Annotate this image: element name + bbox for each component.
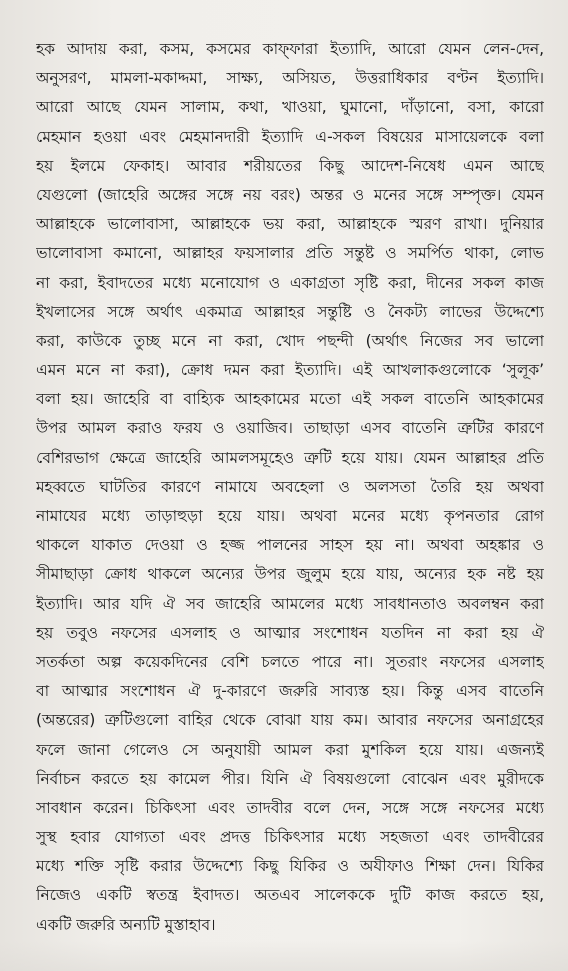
text-line-28: সুস্থ হবার যোগ্যতা এবং প্রদত্ত চিকিৎসার মধ্যে সহজতা এবং তাদবীরের bbox=[36, 828, 544, 847]
text-line-29: মধ্যে শক্তি সৃষ্টি করার উদ্দেশ্যে কিছু যিকির ও অযীফাও শিক্ষা দেন। যিকির bbox=[36, 857, 544, 876]
text-line-15: বেশিরভাগ ক্ষেত্রে জাহেরি আমলসমূহেও ত্রুটি হয়ে যায়। যেমন আল্লাহর প্রতি bbox=[36, 448, 544, 467]
text-line-14: উপর আমল করাও ফরয ও ওয়াজিব। তাছাড়া এসব বাতেনি ত্রুটির কারণে bbox=[36, 419, 544, 438]
page-bottom-shade bbox=[0, 941, 568, 971]
text-line-11: করা, কাউকে তুচ্ছ মনে না করা, খোদ পছন্দী (অর্থাৎ নিজের সব ভালো bbox=[36, 331, 544, 350]
text-line-25: ফলে জানা গেলেও সে অনুযায়ী আমল করা মুশকিল হয়ে যায়। এজন্যই bbox=[36, 740, 544, 759]
text-line-16: মহব্বতে ঘাটতির কারণে নামাযে অবহেলা ও অলসতা তৈরি হয় অথবা bbox=[36, 477, 544, 496]
text-line-30: নিজেও একটি স্বতন্ত্র ইবাদত। অতএব সালেককে দুটি কাজ করতে হয়, bbox=[36, 886, 544, 905]
text-line-5: হয় ইলমে ফেকাহ। আবার শরীয়তের কিছু আদেশ-নিষেধ এমন আছে bbox=[36, 156, 544, 175]
text-line-23: বা আত্মার সংশোধন ঐ দু-কারণে জরুরি সাব্যস্ত হয়। কিন্তু এসব বাতেনি bbox=[36, 682, 544, 701]
text-line-3: আরো আছে যেমন সালাম, কথা, খাওয়া, ঘুমানো, দাঁড়ানো, বসা, কারো bbox=[36, 98, 544, 117]
text-line-12: এমন মনে না করা), ক্রোধ দমন করা ইত্যাদি। এই আখলাকগুলোকে ‘সুলূক’ bbox=[36, 361, 544, 380]
text-line-9: না করা, ইবাদতের মধ্যে মনোযোগ ও একাগ্রতা সৃষ্টি করা, দীনের সকল কাজ bbox=[36, 273, 544, 292]
text-line-13: বলা হয়। জাহেরি বা বাহ্যিক আহকামের মতো এই সকল বাতেনি আহকামের bbox=[36, 390, 544, 409]
text-line-17: নামাযের মধ্যে তাড়াহুড়া হয়ে যায়। অথবা মনের মধ্যে কৃপনতার রোগ bbox=[36, 507, 544, 525]
text-line-1: হক আদায় করা, কসম, কসমের কাফ্‌ফারা ইত্যাদি, আরো যেমন লেন-দেন, bbox=[36, 40, 544, 58]
text-line-19: সীমাছাড়া ক্রোধ থাকলে অন্যের উপর জুলুম হয়ে যায়, অন্যের হক নষ্ট হয় bbox=[36, 565, 544, 584]
text-line-31: একটি জরুরি অন্যটি মুস্তাহাব। bbox=[36, 915, 216, 934]
body-text bbox=[36, 35, 544, 940]
text-line-10: ইখলাসের সঙ্গে অর্থাৎ একমাত্র আল্লাহর সন্তুষ্টি ও নৈকট্য লাভের উদ্দেশ্যে bbox=[36, 302, 544, 321]
text-line-26: নির্বাচন করতে হয় কামেল পীর। যিনি ঐ বিষয়গুলো বোঝেন এবং মুরীদকে bbox=[36, 769, 544, 788]
text-line-6: যেগুলো (জাহেরি অঙ্গের সঙ্গে নয় বরং) অন্তর ও মনের সঙ্গে সম্পৃক্ত। যেমন bbox=[36, 185, 544, 204]
text-line-18: থাকলে যাকাত দেওয়া ও হজ্জ পালনের সাহস হয় না। অথবা অহঙ্কার ও bbox=[36, 536, 544, 555]
text-line-27: সাবধান করেন। চিকিৎসা এবং তাদবীর বলে দেন, সঙ্গে সঙ্গে নফসের মধ্যে bbox=[36, 798, 544, 817]
text-line-21: হয় তবুও নফসের এসলাহ ও আত্মার সংশোধন যতদিন না করা হয় ঐ bbox=[36, 623, 544, 642]
text-line-22: সতর্কতা অল্প কয়েকদিনের বেশি চলতে পারে না। সুতরাং নফসের এসলাহ bbox=[36, 652, 544, 671]
text-line-7: আল্লাহকে ভালোবাসা, আল্লাহকে ভয় করা, আল্লাহকে স্মরণ রাখা। দুনিয়ার bbox=[36, 215, 544, 234]
text-line-4: মেহমান হওয়া এবং মেহমানদারী ইত্যাদি এ-সকল বিষয়ের মাসায়েলকে বলা bbox=[36, 127, 544, 146]
text-line-20: ইত্যাদি। আর যদি ঐ সব জাহেরি আমলের মধ্যে সাবধানতাও অবলম্বন করা bbox=[36, 594, 544, 613]
text-line-8: ভালোবাসা কমানো, আল্লাহর ফয়সালার প্রতি সন্তুষ্ট ও সমর্পিত থাকা, লোভ bbox=[36, 244, 544, 263]
text-line-24: (অন্তরের) ত্রুটিগুলো বাহির থেকে বোঝা যায় কম। আবার নফসের অনাগ্রহের bbox=[36, 711, 544, 730]
text-line-2: অনুসরণ, মামলা-মকাদ্দমা, সাক্ষ্য, অসিয়ত, উত্তরাধিকার বণ্টন ইত্যাদি। bbox=[36, 69, 544, 88]
